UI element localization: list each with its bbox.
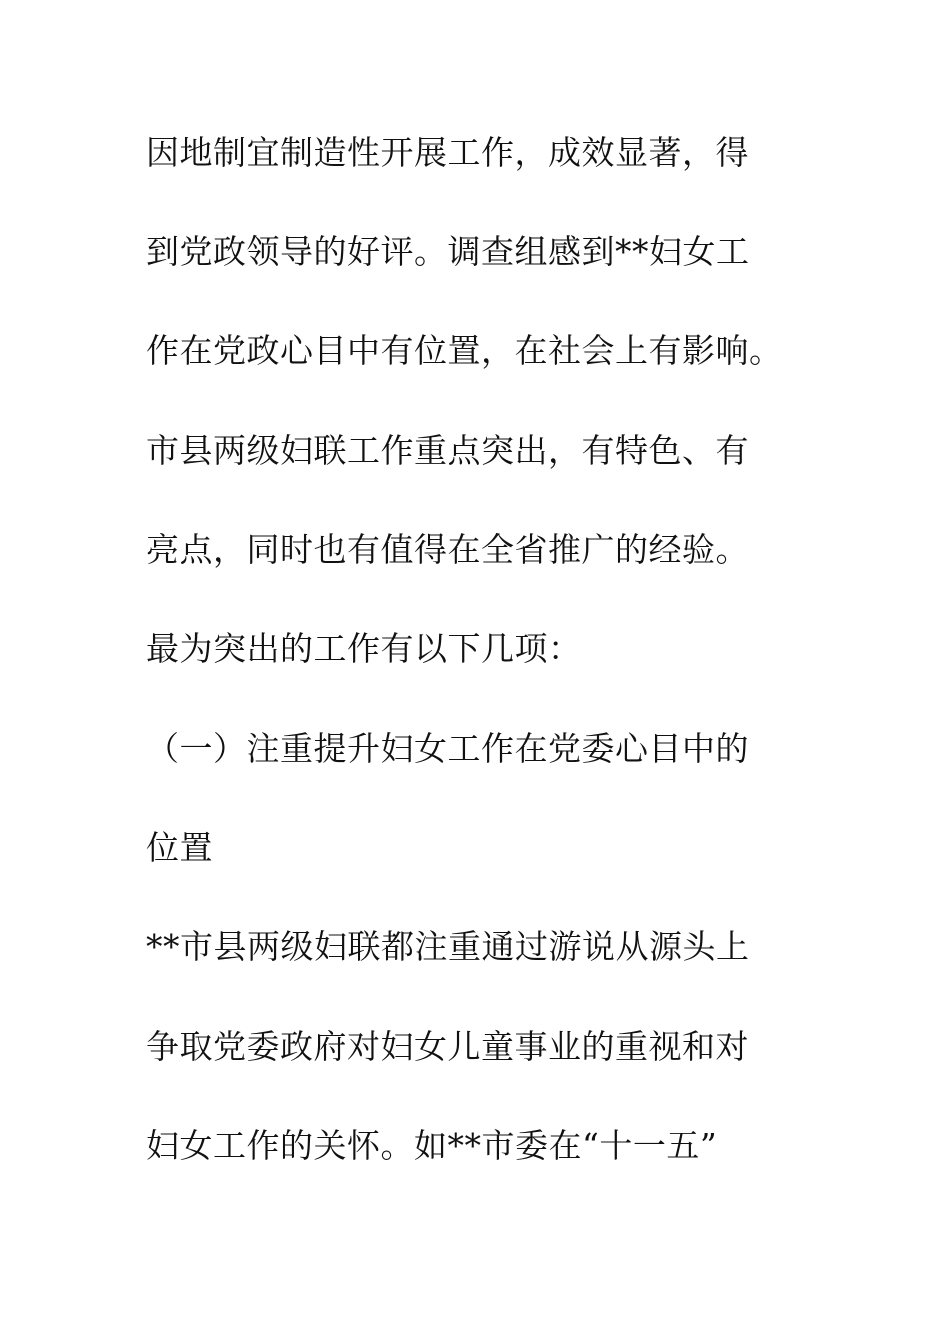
paragraph-line: 最为突出的工作有以下几项： xyxy=(146,629,582,668)
section-heading-line: 位置 xyxy=(146,828,213,867)
paragraph-line: 到党政领导的好评。调查组感到**妇女工 xyxy=(146,232,750,271)
paragraph-line: 市县两级妇联工作重点突出，有特色、有 xyxy=(146,431,749,470)
paragraph-line: 作在党政心目中有位置，在社会上有影响。 xyxy=(146,331,783,370)
paragraph-line: 亮点，同时也有值得在全省推广的经验。 xyxy=(146,530,749,569)
paragraph-line: **市县两级妇联都注重通过游说从源头上 xyxy=(146,927,750,966)
paragraph-line: 争取党委政府对妇女儿童事业的重视和对 xyxy=(146,1027,749,1066)
paragraph-line: 妇女工作的关怀。如**市委在“十一五” xyxy=(146,1126,718,1165)
section-heading-line: （一）注重提升妇女工作在党委心目中的 xyxy=(146,729,749,768)
paragraph-line: 因地制宜制造性开展工作，成效显著，得 xyxy=(146,133,749,172)
